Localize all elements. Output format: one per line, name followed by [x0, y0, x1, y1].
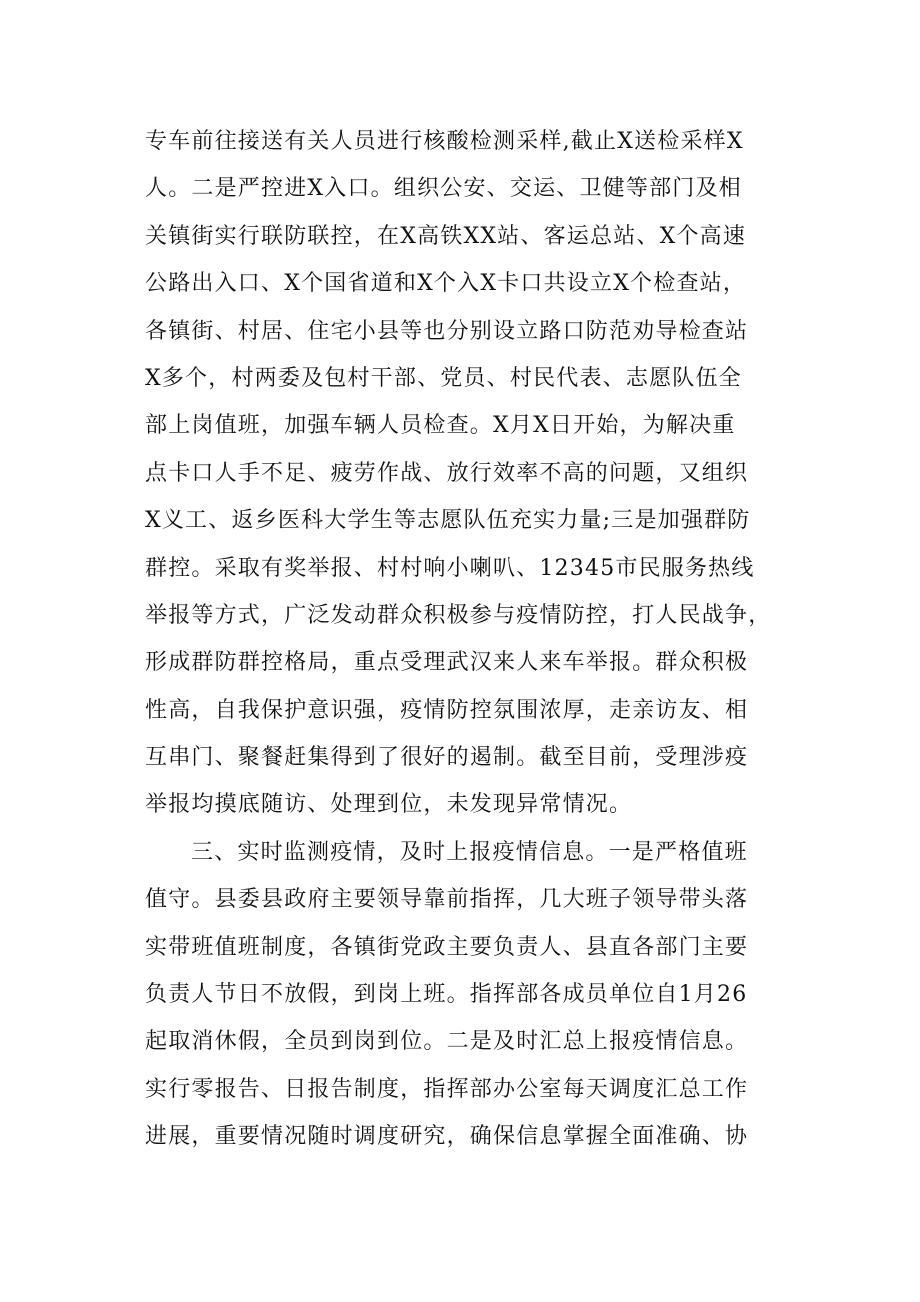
- text-line: 值守。县委县政府主要领导靠前指挥，几大班子领导带头落: [145, 887, 749, 913]
- text-line: 举报均摸底随访、处理到位，未发现异常情况。: [145, 792, 633, 818]
- text-line: 形成群防群控格局，重点受理武汉来人来车举报。群众积极: [145, 650, 749, 676]
- text-line: X多个，村两委及包村干部、党员、村民代表、志愿队伍全: [145, 365, 742, 391]
- text-line: 关镇街实行联防联控，在X高铁XX站、客运总站、X个高速: [145, 223, 747, 249]
- text-line: 负责人节日不放假，到岗上班。指挥部各成员单位自1月26: [145, 982, 748, 1008]
- text-line: 部上岗值班，加强车辆人员检查。X月X日开始，为解决重: [145, 413, 736, 439]
- text-line: 人。二是严控进X入口。组织公安、交运、卫健等部门及相: [145, 176, 742, 202]
- text-line: 实带班值班制度，各镇街党政主要负责人、县直各部门主要: [145, 934, 749, 960]
- text-line: 点卡口人手不足、疲劳作战、放行效率不高的问题，又组织: [145, 460, 749, 486]
- text-line: 性高，自我保护意识强，疫情防控氛围浓厚，走亲访友、相: [145, 697, 749, 723]
- text-line: 进展，重要情况随时调度研究，确保信息掌握全面准确、协: [145, 1124, 749, 1150]
- text-line: X义工、返乡医科大学生等志愿队伍充实力量;三是加强群防: [145, 508, 751, 534]
- text-line: 起取消休假，全员到岗到位。二是及时汇总上报疫情信息。: [145, 1029, 749, 1055]
- body-text: [145, 118, 795, 1161]
- text-line: 互串门、聚餐赶集得到了很好的遏制。截至目前，受理涉疫: [145, 745, 749, 771]
- text-line: 实行零报告、日报告制度，指挥部办公室每天调度汇总工作: [145, 1076, 749, 1102]
- section-heading-line: 三、实时监测疫情，及时上报疫情信息。一是严格值班: [191, 839, 748, 865]
- text-line: 各镇街、村居、住宅小县等也分别设立路口防范劝导检查站: [145, 318, 749, 344]
- text-line: 专车前往接送有关人员进行核酸检测采样,截止X送检采样X: [145, 129, 744, 154]
- text-line: 群控。采取有奖举报、村村响小喇叭、12345市民服务热线: [145, 555, 755, 581]
- text-line: 公路出入口、X个国省道和X个入X卡口共设立X个检查站，: [145, 271, 747, 297]
- text-line: 举报等方式，广泛发动群众积极参与疫情防控，打人民战争，: [145, 602, 772, 628]
